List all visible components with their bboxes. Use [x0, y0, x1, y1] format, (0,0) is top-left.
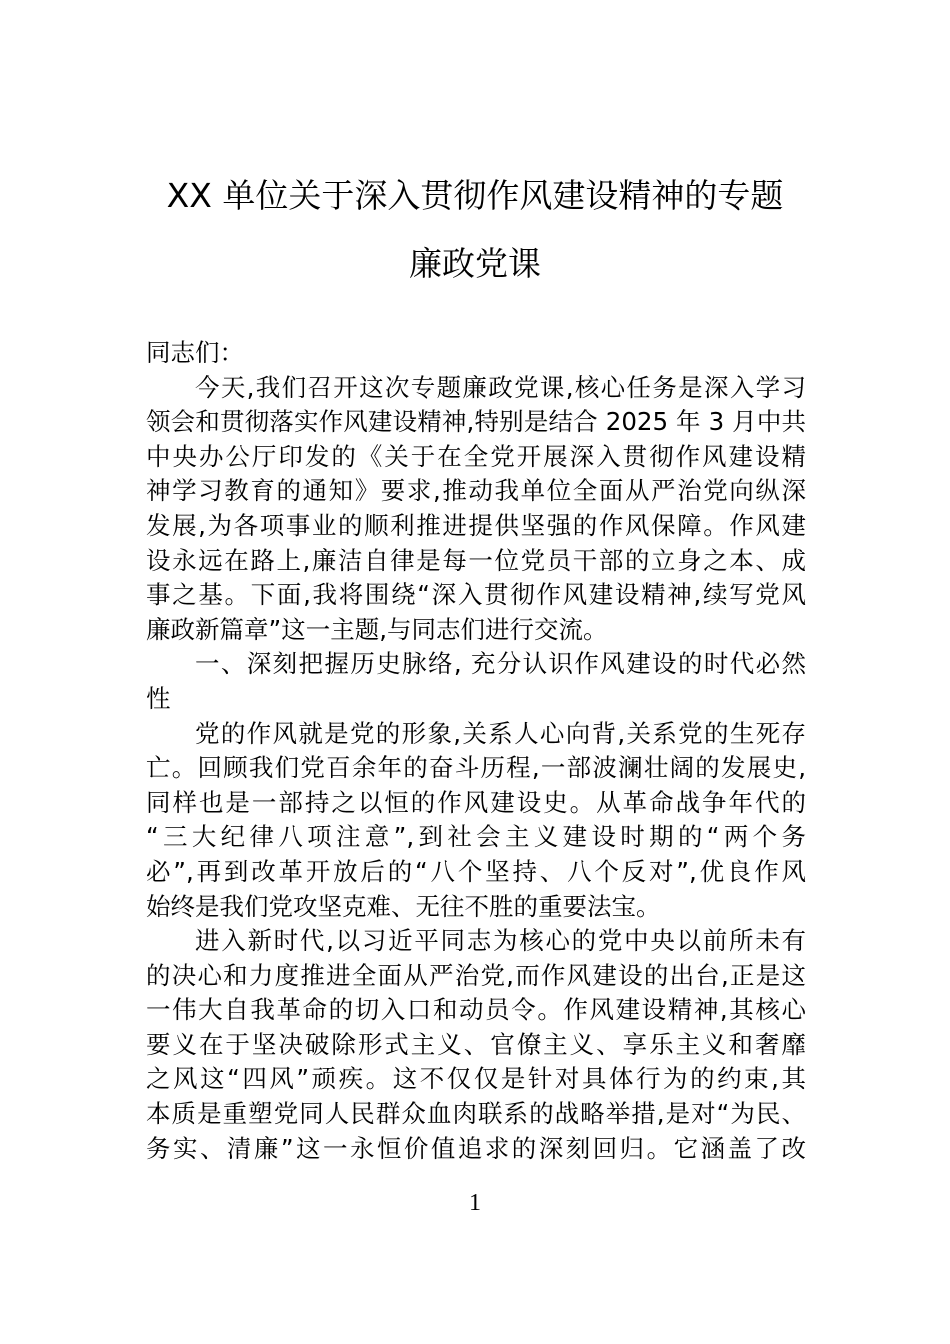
body-line: 党的作风就是党的形象,关系人心向背,关系党的生死存 [195, 718, 806, 748]
body-line: 必”,再到改革开放后的“八个坚持、八个反对”,优良作风 [146, 856, 806, 886]
body-line: 同样也是一部持之以恒的作风建设史。从革命战争年代的 [146, 787, 806, 817]
body-line: 设永远在路上,廉洁自律是每一位党员干部的立身之本、成 [146, 545, 806, 575]
section-heading-line: 一、深刻把握历史脉络, 充分认识作风建设的时代必然 [195, 649, 806, 679]
body-line: 进入新时代,以习近平同志为核心的党中央以前所未有 [195, 926, 806, 956]
body-line: 中央办公厅印发的《关于在全党开展深入贯彻作风建设精 [146, 441, 806, 471]
body-line: 廉政新篇章”这一主题,与同志们进行交流。 [146, 614, 608, 644]
body-line: “三大纪律八项注意”,到社会主义建设时期的“两个务 [146, 822, 806, 852]
body-line: 事之基。下面,我将围绕“深入贯彻作风建设精神,续写党风 [146, 580, 806, 610]
body-line: 亡。回顾我们党百余年的奋斗历程,一部波澜壮阔的发展史, [146, 753, 806, 783]
body-line: 发展,为各项事业的顺利推进提供坚强的作风保障。作风建 [146, 510, 806, 540]
body-line: 一伟大自我革命的切入口和动员令。作风建设精神,其核心 [146, 995, 806, 1025]
body-line: 今天,我们召开这次专题廉政党课,核心任务是深入学习 [195, 372, 806, 402]
body-line: 神学习教育的通知》要求,推动我单位全面从严治党向纵深 [146, 476, 806, 506]
document-title-line-1: XX 单位关于深入贯彻作风建设精神的专题 [166, 176, 784, 215]
document-body [146, 336, 806, 1166]
body-line: 要义在于坚决破除形式主义、官僚主义、享乐主义和奢靡 [146, 1029, 806, 1059]
salutation: 同志们： [146, 338, 244, 367]
document-title-line-2: 廉政党课 [409, 244, 541, 283]
body-line: 始终是我们党攻坚克难、无往不胜的重要法宝。 [146, 891, 661, 921]
body-line: 之风这“四风”顽疾。这不仅仅是针对具体行为的约束,其 [146, 1064, 806, 1094]
body-line: 的决心和力度推进全面从严治党,而作风建设的出台,正是这 [146, 960, 806, 990]
section-heading-line: 性 [146, 683, 171, 713]
page-number: 1 [469, 1190, 481, 1216]
body-line: 领会和贯彻落实作风建设精神,特别是结合 2025 年 3 月中共 [146, 407, 806, 437]
body-line: 本质是重塑党同人民群众血肉联系的战略举措,是对“为民、 [146, 1099, 806, 1129]
body-line: 务实、清廉”这一永恒价值追求的深刻回归。它涵盖了改 [146, 1133, 806, 1163]
